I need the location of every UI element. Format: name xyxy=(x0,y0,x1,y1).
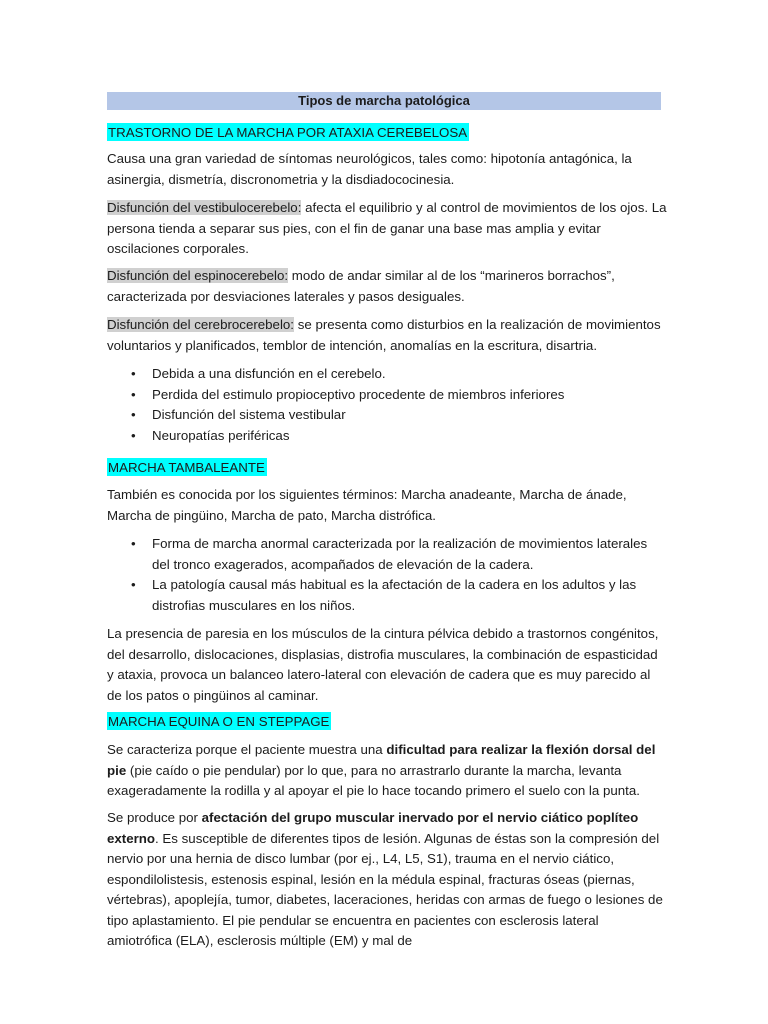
sub-text: se presenta como disturbios en la realización de movimientos voluntarios y planificados, temblor de intención, anomalías en la escritura, disartria. xyxy=(107,317,661,353)
equina-paragraph-1 xyxy=(107,740,667,802)
tambaleante-outro: La presencia de paresia en los músculos de la cintura pélvica debido a trastornos congénitos, del desarrollo, dislocaciones, displasias, distrofia musculares, la combinación de espasticidad y ataxia, provoca un balanceo latero-lateral con elevación de cadera que es muy parecido al de los patos o pingüinos al caminar. xyxy=(107,626,659,703)
list-item: • La patología causal más habitual es la afectación de la cadera en los adultos y las distrofias musculares en los niños. xyxy=(107,575,667,616)
sub-label: Disfunción del vestibulocerebelo: xyxy=(107,200,302,215)
sub-text: modo de andar similar al de los “marineros borrachos”, caracterizada por desviaciones laterales y pasos desiguales. xyxy=(107,268,615,304)
ataxia-intro: Causa una gran variedad de síntomas neurológicos, tales como: hipotonía antagónica, la asinergia, dismetría, discronometria y la disdiadococinesia. xyxy=(107,151,632,187)
text-span: Se caracteriza porque el paciente muestra una xyxy=(107,742,387,757)
list-item: • Perdida del estimulo propioceptivo procedente de miembros inferiores xyxy=(107,385,667,406)
list-item: • Debida a una disfunción en el cerebelo. xyxy=(107,364,667,385)
section-heading-ataxia: TRASTORNO DE LA MARCHA POR ATAXIA CEREBELOSA xyxy=(108,125,468,140)
list-item: • Neuropatías periféricas xyxy=(107,426,667,447)
text-span: Se produce por xyxy=(107,810,202,825)
section-heading-tambaleante: MARCHA TAMBALEANTE xyxy=(108,460,265,475)
sub-label: Disfunción del espinocerebelo: xyxy=(107,268,289,283)
equina-paragraph-2 xyxy=(107,808,667,952)
sub-label: Disfunción del cerebrocerebelo: xyxy=(107,317,295,332)
ataxia-cerebrocerebelo xyxy=(107,315,667,356)
bold-text: afectación del grupo muscular inervado por el nervio ciático poplíteo externo xyxy=(107,810,639,846)
sub-text: afecta el equilibrio y al control de movimientos de los ojos. La persona tienda a separar sus pies, con el fin de ganar una base mas amplia y evitar oscilaciones corporales. xyxy=(107,200,667,256)
list-item: • Forma de marcha anormal caracterizada por la realización de movimientos laterales del tronco exagerados, acompañados de elevación de la cadera. xyxy=(107,534,667,575)
tambaleante-bullet-list xyxy=(107,534,667,616)
ataxia-vestibulocerebelo xyxy=(107,198,667,260)
ataxia-bullet-list xyxy=(107,364,667,446)
document-title: Tipos de marcha patológica xyxy=(107,92,661,110)
section-heading-equina: MARCHA EQUINA O EN STEPPAGE xyxy=(108,714,330,729)
tambaleante-intro: También es conocida por los siguientes términos: Marcha anadeante, Marcha de ánade, Marcha de pingüino, Marcha de pato, Marcha distrófica. xyxy=(107,487,627,523)
ataxia-espinocerebelo xyxy=(107,266,667,307)
text-span: (pie caído o pie pendular) por lo que, para no arrastrarlo durante la marcha, levanta exageradamente la rodilla y al apoyar el pie lo hace tocando primero el suelo con la punta. xyxy=(107,762,640,798)
bold-text: dificultad para realizar la flexión dorsal del pie xyxy=(107,742,656,778)
list-item: • Disfunción del sistema vestibular xyxy=(107,405,667,426)
text-span: . Es susceptible de diferentes tipos de lesión. Algunas de éstas son la compresión del nervio por una hernia de disco lumbar (por ej., L4, L5, S1), trauma en el nervio ciático, espondilolistesis, estenosis espinal, lesión en la médula espinal, fracturas óseas (piernas, vértebras), apoplejía, tumor, diabetes, laceraciones, heridas con armas de fuego o lesiones de tipo aplastamiento. El pie pendular se encuentra en pacientes con esclerosis lateral amiotrófica (ELA), esclerosis múltiple (EM) y mal de xyxy=(107,830,663,948)
